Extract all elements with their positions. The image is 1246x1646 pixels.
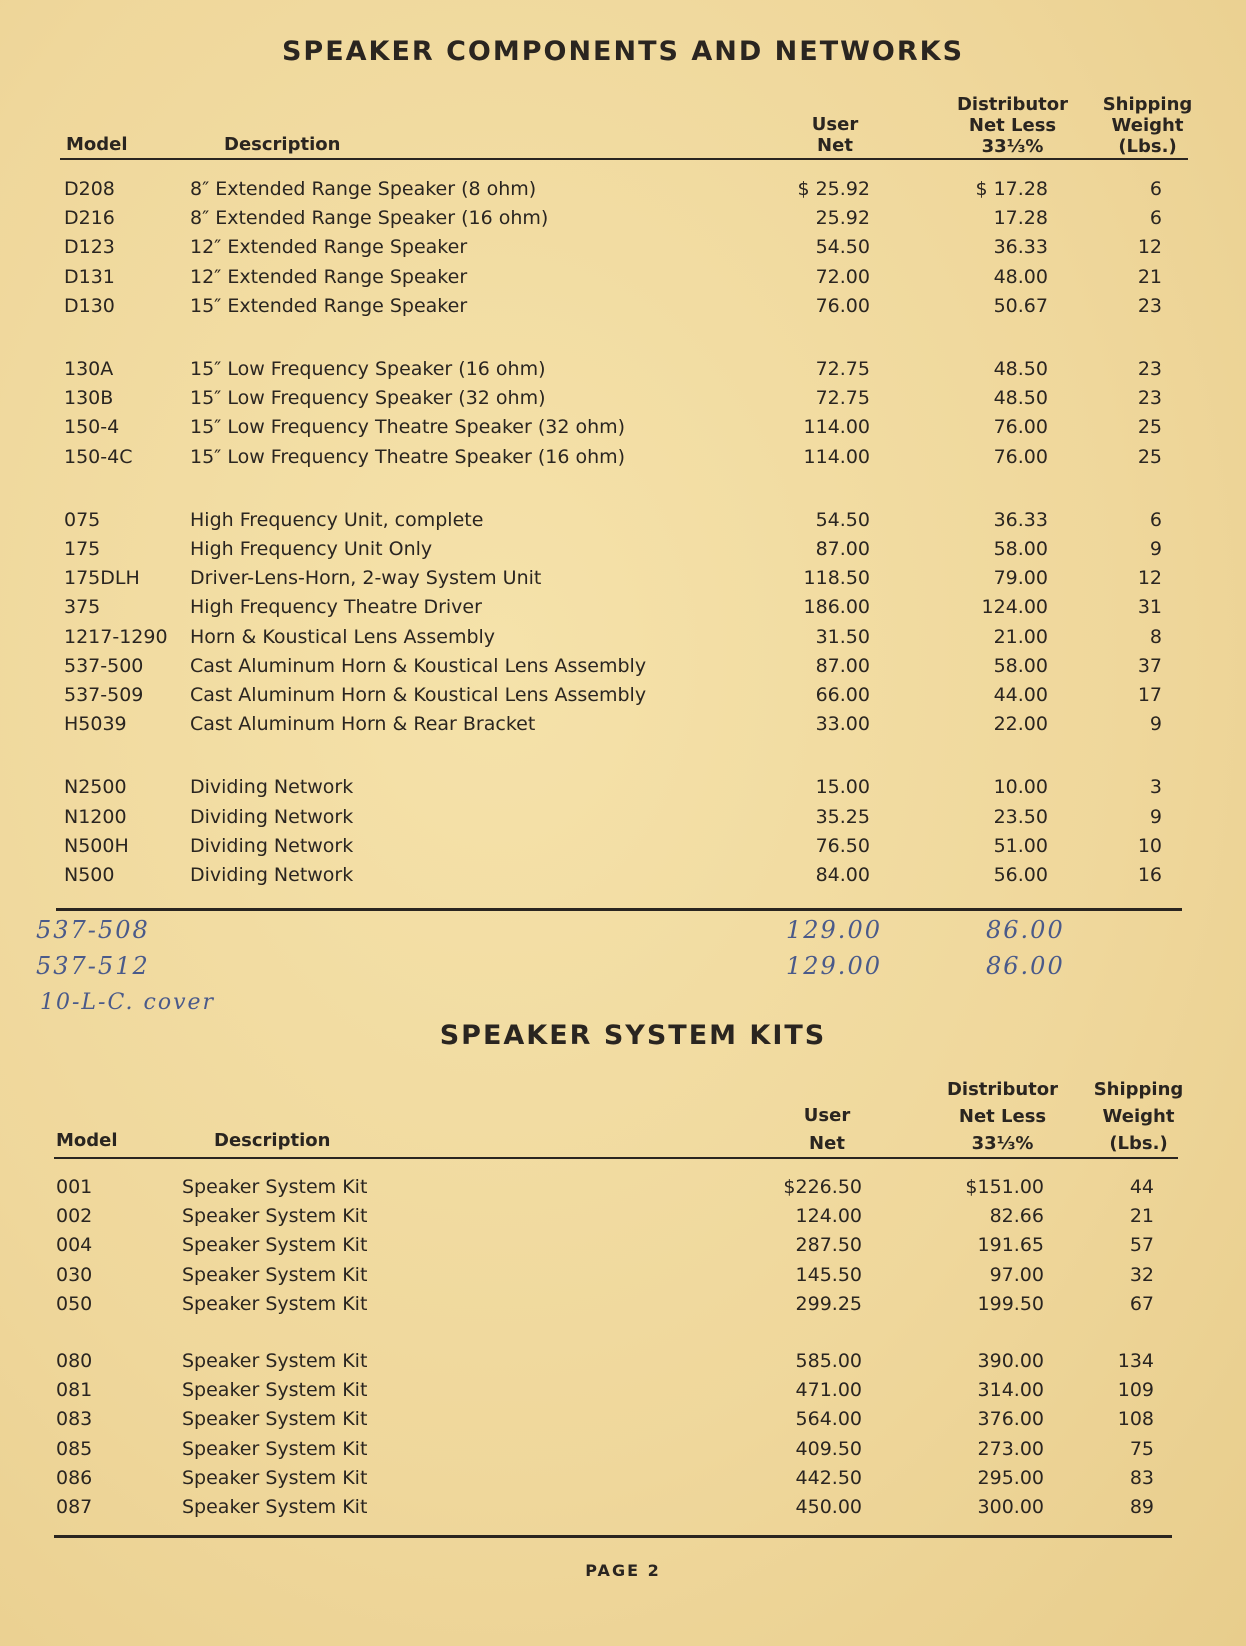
description-cell: 15″ Low Frequency Theatre Speaker (32 ohm) [190,416,626,439]
distributor-net-cell: 23.50 [993,805,1048,828]
handwritten-model-2: 537-512 [36,952,150,980]
table-row [0,1293,1246,1319]
distributor-net-cell: 124.00 [981,596,1048,619]
weight-cell: 67 [1129,1292,1154,1315]
weight-cell: 31 [1137,596,1162,619]
section1-header-user-net: User Net [811,114,859,156]
model-cell: 085 [56,1437,93,1460]
handwritten-user-1: 129.00 [786,916,882,944]
section1-header-distributor: Distributor Net Less 33⅓% [956,94,1069,157]
user-net-cell: 124.00 [795,1205,862,1228]
description-cell: Speaker System Kit [182,1292,368,1315]
user-net-cell: 76.50 [815,834,870,857]
table-row [0,266,1246,292]
description-cell: Speaker System Kit [182,1176,368,1198]
table-row [0,776,1246,802]
weight-cell: 12 [1137,236,1162,259]
model-cell: 081 [56,1379,93,1402]
distributor-net-cell: 300.00 [977,1496,1044,1518]
table-row [0,446,1246,472]
table-row [0,207,1246,233]
table-row [0,387,1246,413]
distributor-net-cell: 10.00 [993,776,1048,799]
distributor-net-cell: $ 17.28 [975,178,1048,200]
weight-cell: 6 [1149,178,1162,200]
distributor-net-cell: 48.00 [993,265,1048,288]
table-row [0,806,1246,832]
weight-cell: 21 [1137,265,1162,288]
table-row [0,1467,1246,1493]
model-cell: N2500 [64,776,127,799]
model-cell: 050 [56,1292,93,1315]
table-row [0,864,1246,890]
weight-cell: 9 [1149,538,1162,560]
section2-header-rule [54,1157,1178,1159]
user-net-cell: 87.00 [815,654,870,677]
user-net-cell: 31.50 [815,625,870,648]
distributor-net-cell: 199.50 [977,1292,1044,1315]
model-cell: 087 [56,1496,93,1518]
distributor-net-cell: 51.00 [993,834,1048,857]
description-cell: Speaker System Kit [182,1379,368,1402]
distributor-net-cell: 79.00 [993,567,1048,590]
section1-header-model: Model [66,134,128,155]
weight-cell: 12 [1137,567,1162,590]
table-row [0,416,1246,442]
weight-cell: 25 [1137,445,1162,468]
model-cell: 537-509 [64,684,144,706]
weight-cell: 23 [1137,358,1162,380]
weight-cell: 9 [1149,805,1162,828]
table-row [0,1264,1246,1290]
weight-cell: 23 [1137,294,1162,317]
user-net-cell: 287.50 [795,1234,862,1257]
section1-header-rule [60,158,1188,160]
weight-cell: 17 [1137,684,1162,706]
distributor-net-cell: 48.50 [993,358,1048,380]
user-net-cell: 72.00 [815,265,870,288]
user-net-cell: 585.00 [795,1350,862,1372]
user-net-cell: 35.25 [815,805,870,828]
weight-cell: 9 [1149,713,1162,736]
weight-cell: 134 [1117,1350,1154,1372]
distributor-net-cell: 191.65 [977,1234,1044,1257]
description-cell: Dividing Network [190,776,354,799]
description-cell: Driver-Lens-Horn, 2-way System Unit [190,567,542,590]
description-cell: Speaker System Kit [182,1350,368,1372]
distributor-net-cell: $151.00 [965,1176,1044,1198]
section2-header-shipping: Shipping Weight (Lbs.) [1093,1079,1184,1154]
model-cell: 001 [56,1176,93,1198]
user-net-cell: 25.92 [815,207,870,230]
model-cell: 175 [64,538,101,560]
handwritten-model-1: 537-508 [36,916,150,944]
model-cell: 130B [64,387,114,410]
section2-header-distributor: Distributor Net Less 33⅓% [946,1079,1059,1154]
weight-cell: 57 [1129,1234,1154,1257]
user-net-cell: $ 25.92 [797,178,870,200]
distributor-net-cell: 21.00 [993,625,1048,648]
distributor-net-cell: 36.33 [993,236,1048,259]
weight-cell: 3 [1149,776,1162,799]
table-row [0,236,1246,262]
section1-header-shipping: Shipping Weight (Lbs.) [1102,94,1193,157]
model-cell: D131 [64,265,115,288]
distributor-net-cell: 376.00 [977,1408,1044,1431]
table-row [0,1176,1246,1202]
weight-cell: 37 [1137,654,1162,677]
user-net-cell: 564.00 [795,1408,862,1431]
weight-cell: 23 [1137,387,1162,410]
section1-header-description: Description [224,134,341,155]
distributor-net-cell: 56.00 [993,864,1048,886]
description-cell: High Frequency Unit, complete [190,508,484,531]
description-cell: 15″ Low Frequency Speaker (16 ohm) [190,358,546,380]
description-cell: Speaker System Kit [182,1408,368,1431]
model-cell: 375 [64,596,101,619]
description-cell: Speaker System Kit [182,1263,368,1286]
table-row [0,1408,1246,1434]
table-row [0,1234,1246,1260]
user-net-cell: 33.00 [815,713,870,736]
user-net-cell: 450.00 [795,1496,862,1518]
weight-cell: 6 [1149,207,1162,230]
user-net-cell: 186.00 [803,596,870,619]
user-net-cell: 471.00 [795,1379,862,1402]
description-cell: Speaker System Kit [182,1437,368,1460]
description-cell: Dividing Network [190,864,354,886]
model-cell: N500 [64,864,115,886]
distributor-net-cell: 22.00 [993,713,1048,736]
distributor-net-cell: 390.00 [977,1350,1044,1372]
description-cell: 12″ Extended Range Speaker [190,236,468,259]
handwritten-dist-1: 86.00 [986,916,1065,944]
weight-cell: 10 [1137,834,1162,857]
section2-header-user-net: User Net [803,1105,851,1154]
user-net-cell: 76.00 [815,294,870,317]
distributor-net-cell: 314.00 [977,1379,1044,1402]
distributor-net-cell: 50.67 [993,294,1048,317]
description-cell: Speaker System Kit [182,1234,368,1257]
model-cell: 030 [56,1263,93,1286]
user-net-cell: 72.75 [815,358,870,380]
table-row [0,626,1246,652]
description-cell: Cast Aluminum Horn & Koustical Lens Assembly [190,684,647,706]
description-cell: High Frequency Theatre Driver [190,596,482,619]
description-cell: 12″ Extended Range Speaker [190,265,468,288]
distributor-net-cell: 97.00 [989,1263,1044,1286]
description-cell: 15″ Extended Range Speaker [190,294,468,317]
user-net-cell: $226.50 [783,1176,862,1198]
description-cell: Horn & Koustical Lens Assembly [190,625,496,648]
table-row [0,1496,1246,1522]
section2-bottom-rule [54,1535,1172,1538]
description-cell: 8″ Extended Range Speaker (8 ohm) [190,178,537,200]
distributor-net-cell: 76.00 [993,445,1048,468]
model-cell: D208 [64,178,115,200]
weight-cell: 89 [1129,1496,1154,1518]
distributor-net-cell: 295.00 [977,1466,1044,1489]
description-cell: Cast Aluminum Horn & Koustical Lens Assembly [190,654,647,677]
weight-cell: 8 [1149,625,1162,648]
table-row [0,509,1246,535]
weight-cell: 109 [1117,1379,1154,1402]
description-cell: Dividing Network [190,834,354,857]
description-cell: Speaker System Kit [182,1496,368,1518]
distributor-net-cell: 44.00 [993,684,1048,706]
section1-bottom-rule [56,908,1182,911]
section2-header-description: Description [214,1130,331,1151]
description-cell: High Frequency Unit Only [190,538,433,560]
weight-cell: 25 [1137,416,1162,439]
weight-cell: 6 [1149,508,1162,531]
user-net-cell: 54.50 [815,236,870,259]
distributor-net-cell: 17.28 [993,207,1048,230]
weight-cell: 44 [1129,1176,1154,1198]
weight-cell: 75 [1129,1437,1154,1460]
description-cell: 15″ Low Frequency Theatre Speaker (16 ohm) [190,445,626,468]
table-row [0,835,1246,861]
distributor-net-cell: 58.00 [993,654,1048,677]
user-net-cell: 114.00 [803,445,870,468]
table-row [0,295,1246,321]
model-cell: 150-4 [64,416,120,439]
distributor-net-cell: 76.00 [993,416,1048,439]
weight-cell: 32 [1129,1263,1154,1286]
model-cell: 175DLH [64,567,140,590]
section2-header-model: Model [56,1130,118,1151]
description-cell: Speaker System Kit [182,1205,368,1228]
description-cell: 8″ Extended Range Speaker (16 ohm) [190,207,549,230]
model-cell: D216 [64,207,115,230]
page-number: PAGE 2 [585,1561,661,1580]
handwritten-note-3: 10-L-C. cover [40,990,216,1015]
distributor-net-cell: 273.00 [977,1437,1044,1460]
section1-title: SPEAKER COMPONENTS AND NETWORKS [281,36,965,67]
table-row [0,538,1246,564]
table-row [0,655,1246,681]
model-cell: 537-500 [64,654,144,677]
model-cell: 086 [56,1466,93,1489]
description-cell: 15″ Low Frequency Speaker (32 ohm) [190,387,546,410]
user-net-cell: 15.00 [815,776,870,799]
table-row [0,178,1246,204]
model-cell: 150-4C [64,445,133,468]
user-net-cell: 66.00 [815,684,870,706]
handwritten-dist-2: 86.00 [986,952,1065,980]
user-net-cell: 145.50 [795,1263,862,1286]
table-row [0,1379,1246,1405]
table-row [0,1350,1246,1376]
table-row [0,567,1246,593]
table-row [0,713,1246,739]
model-cell: 002 [56,1205,93,1228]
user-net-cell: 442.50 [795,1466,862,1489]
model-cell: 080 [56,1350,93,1372]
user-net-cell: 87.00 [815,538,870,560]
table-row [0,1438,1246,1464]
table-row [0,684,1246,710]
model-cell: N500H [64,834,129,857]
table-row [0,596,1246,622]
description-cell: Cast Aluminum Horn & Rear Bracket [190,713,536,736]
model-cell: 130A [64,358,114,380]
user-net-cell: 299.25 [795,1292,862,1315]
distributor-net-cell: 48.50 [993,387,1048,410]
model-cell: 083 [56,1408,93,1431]
user-net-cell: 72.75 [815,387,870,410]
user-net-cell: 409.50 [795,1437,862,1460]
table-row [0,358,1246,384]
model-cell: 004 [56,1234,93,1257]
model-cell: D130 [64,294,115,317]
model-cell: 075 [64,508,101,531]
table-row [0,1205,1246,1231]
distributor-net-cell: 36.33 [993,508,1048,531]
handwritten-user-2: 129.00 [786,952,882,980]
model-cell: D123 [64,236,115,259]
distributor-net-cell: 82.66 [989,1205,1044,1228]
weight-cell: 108 [1117,1408,1154,1431]
user-net-cell: 118.50 [803,567,870,590]
model-cell: 1217-1290 [64,625,168,648]
user-net-cell: 114.00 [803,416,870,439]
user-net-cell: 84.00 [815,864,870,886]
weight-cell: 83 [1129,1466,1154,1489]
weight-cell: 21 [1129,1205,1154,1228]
description-cell: Speaker System Kit [182,1466,368,1489]
distributor-net-cell: 58.00 [993,538,1048,560]
section2-title: SPEAKER SYSTEM KITS [439,1020,827,1051]
model-cell: N1200 [64,805,127,828]
weight-cell: 16 [1137,864,1162,886]
user-net-cell: 54.50 [815,508,870,531]
model-cell: H5039 [64,713,127,736]
description-cell: Dividing Network [190,805,354,828]
